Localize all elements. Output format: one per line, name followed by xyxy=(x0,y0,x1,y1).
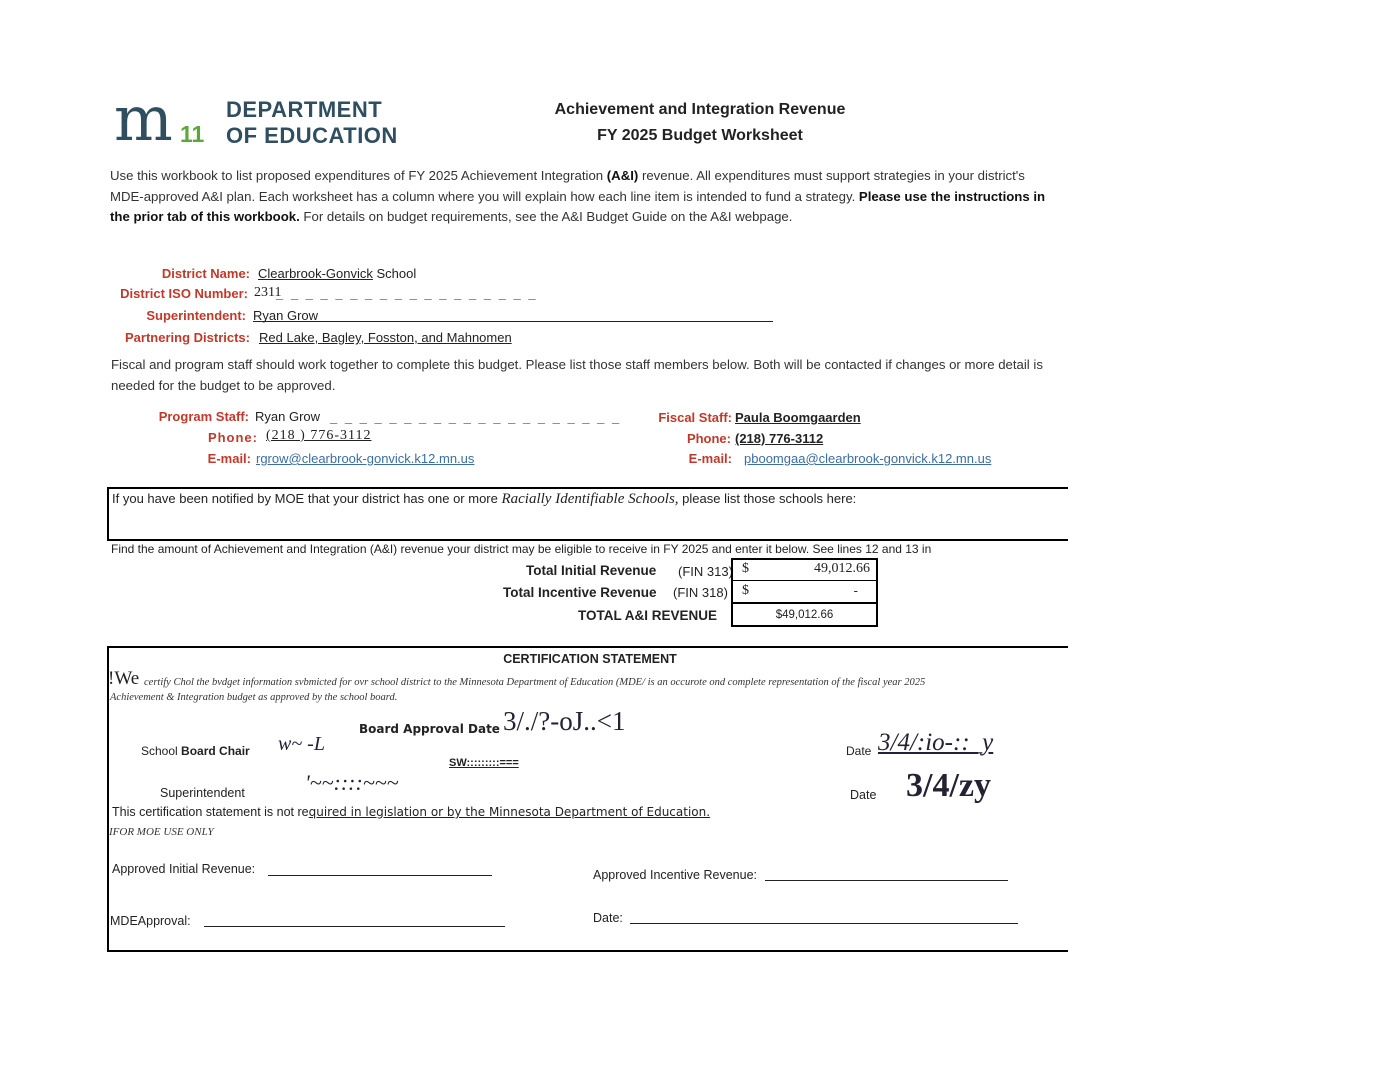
district-iso-value[interactable]: 2311 xyxy=(254,285,282,300)
district-iso-label: District ISO Number: xyxy=(120,286,248,301)
initial-revenue-fin: (FIN 313) xyxy=(678,564,733,579)
revenue-divider-2 xyxy=(731,602,878,604)
superintendent-signature[interactable]: '~~::::~~~ xyxy=(305,770,399,795)
district-name-label: District Name: xyxy=(161,266,250,281)
board-approval-date-value[interactable]: 3/./?-oJ..<1 xyxy=(503,706,626,736)
logo-dept-line2: OF EDUCATION xyxy=(226,123,398,148)
moe-date-label: Date: xyxy=(593,911,623,925)
supt-date-label: Date xyxy=(850,788,877,802)
staff-note: Fiscal and program staff should work together to complete this budget. Please list those staff members below. Both will be contacted if changes or more detail is needed for the budget to be approved. xyxy=(111,357,1043,393)
revenue-divider-1 xyxy=(731,580,878,581)
approved-initial-field[interactable] xyxy=(268,875,492,876)
initial-dollar-sign: $ xyxy=(742,561,749,576)
total-revenue-label: TOTAL A&I REVENUE xyxy=(578,608,718,623)
ris-prompt xyxy=(112,491,856,508)
intro-text-c: revenue. All expenditures must support strategies in your district's MDE-approved A&I plan. Each worksheet has a column where you will explain how each line item is intended to fund a strategy. xyxy=(110,168,1025,204)
cert-left-border xyxy=(107,646,109,952)
ris-left-border xyxy=(107,487,109,541)
approved-initial-label: Approved Initial Revenue: xyxy=(112,862,256,876)
not-required-a: This certification statement is not re xyxy=(112,805,309,819)
cert-we: !We xyxy=(108,668,140,689)
superintendent-sig-label: Superintendent xyxy=(160,786,245,800)
ris-text-b: Racially Identifiable Schools, xyxy=(501,491,679,507)
chair-date-label: Date xyxy=(846,744,872,758)
approval-stamp: SW:::::::::=== xyxy=(449,757,519,769)
fiscal-email-label: E-mail: xyxy=(688,451,732,466)
program-email-label: E-mail: xyxy=(207,451,251,466)
ris-text-c: please list those schools here: xyxy=(678,491,857,506)
not-required-b: quired in legislation or by the Minnesota Department of Education. xyxy=(308,805,711,819)
board-approval-date-label: Board Approval Date xyxy=(359,722,500,736)
program-staff-dashes: _ _ _ _ _ _ _ _ _ _ _ _ _ _ _ _ _ _ _ _ xyxy=(330,410,622,425)
fiscal-staff-value[interactable]: Paula Boomgaarden xyxy=(735,410,861,425)
ris-schools-input[interactable] xyxy=(112,511,1062,535)
intro-text-d: Please use the instructions in the prior tab of this workbook. xyxy=(110,188,1046,224)
approved-incentive-field[interactable] xyxy=(765,880,1008,881)
moe-use-only-heading: IFOR MOE USE ONLY xyxy=(109,826,214,838)
cert-statement-line2: Achievement & Integration budget as approved by the school board. xyxy=(110,692,398,703)
ris-bottom-border xyxy=(107,539,1068,541)
logo-dept-line1: DEPARTMENT xyxy=(226,97,383,122)
cert-statement-line1: certify Chol the bvdget information svbmicted for ovr school district to the Minnesota Department of Education (MDE/ is an occurote ond complete representation of the fiscal year 2025 xyxy=(144,677,926,688)
incentive-dollar-sign: $ xyxy=(742,583,749,598)
cert-top-border xyxy=(107,646,1068,648)
ris-top-border xyxy=(107,487,1068,489)
supt-date-value[interactable]: 3/4/zy xyxy=(906,767,991,804)
superintendent-value[interactable]: Ryan Grow xyxy=(253,308,319,323)
program-email-link[interactable]: rgrow@clearbrook-gonvick.k12.mn.us xyxy=(256,451,475,466)
logo-letter: m xyxy=(114,82,170,155)
superintendent-line xyxy=(253,321,773,322)
page-title: Achievement and Integration Revenue xyxy=(554,101,846,118)
intro-text-a: Use this workbook to list proposed expenditures of FY 2025 Achievement Integration xyxy=(110,168,607,183)
district-name-value[interactable] xyxy=(258,266,416,281)
program-staff-label: Program Staff: xyxy=(158,409,249,424)
fiscal-phone-value[interactable]: (218) 776-3112 xyxy=(735,431,824,446)
partnering-districts-label: Partnering Districts: xyxy=(125,330,250,345)
incentive-revenue-label: Total Incentive Revenue xyxy=(503,585,657,600)
program-staff-value[interactable]: Ryan Grow xyxy=(255,409,321,424)
total-revenue-value: $49,012.66 xyxy=(775,609,834,621)
initial-revenue-value[interactable]: 49,012.66 xyxy=(814,561,870,576)
logo-number: 11 xyxy=(180,121,205,147)
intro-paragraph xyxy=(110,166,1055,228)
district-iso-dashes: _ _ _ _ _ _ _ _ _ _ _ _ _ _ _ _ _ _ xyxy=(276,286,538,301)
board-chair-label-b: Board Chair xyxy=(181,744,250,758)
revenue-instructions: Find the amount of Achievement and Integration (A&I) revenue your district may be eligible to receive in FY 2025 and enter it below. See lines 12 and 13 in xyxy=(111,542,932,556)
ris-text-a: If you have been notified by MOE that your district has one or more xyxy=(112,491,502,506)
board-chair-label xyxy=(141,744,250,758)
fiscal-phone-label: Phone: xyxy=(686,431,731,446)
board-chair-label-a: School xyxy=(141,744,182,758)
approved-incentive-label: Approved Incentive Revenue: xyxy=(593,868,757,882)
mde-approval-label: MDEApproval: xyxy=(110,914,191,928)
partnering-districts-value[interactable]: Red Lake, Bagley, Fosston, and Mahnomen xyxy=(259,330,512,345)
cert-bottom-border xyxy=(107,950,1068,952)
fiscal-email-link[interactable]: pboomgaa@clearbrook-gonvick.k12.mn.us xyxy=(744,451,992,466)
program-phone-label: Phone: xyxy=(207,430,258,445)
incentive-revenue-fin: (FIN 318) xyxy=(673,585,728,600)
logo-department xyxy=(226,97,398,149)
superintendent-label: Superintendent: xyxy=(146,308,246,323)
district-name-rest: School xyxy=(376,266,417,281)
page-subtitle: FY 2025 Budget Worksheet xyxy=(597,127,803,144)
mde-approval-field[interactable] xyxy=(204,926,505,927)
intro-text-b: (A&I) xyxy=(606,168,639,183)
certification-heading: CERTIFICATION STATEMENT xyxy=(503,652,677,666)
not-required-note xyxy=(112,805,710,819)
moe-date-field[interactable] xyxy=(630,923,1018,924)
initial-revenue-label: Total Initial Revenue xyxy=(526,563,657,578)
district-name-underlined: Clearbrook-Gonvick xyxy=(258,266,373,281)
intro-text-e: For details on budget requirements, see the A&I Budget Guide on the A&I webpage. xyxy=(299,209,793,224)
program-phone-value[interactable]: (218 ) 776-3112 xyxy=(266,428,372,443)
incentive-revenue-value[interactable]: - xyxy=(853,583,858,598)
board-chair-signature[interactable]: w~ -L xyxy=(278,733,325,755)
chair-date-value[interactable]: 3/4/:io-::_y xyxy=(878,729,994,756)
fiscal-staff-label: Fiscal Staff: xyxy=(658,410,732,425)
